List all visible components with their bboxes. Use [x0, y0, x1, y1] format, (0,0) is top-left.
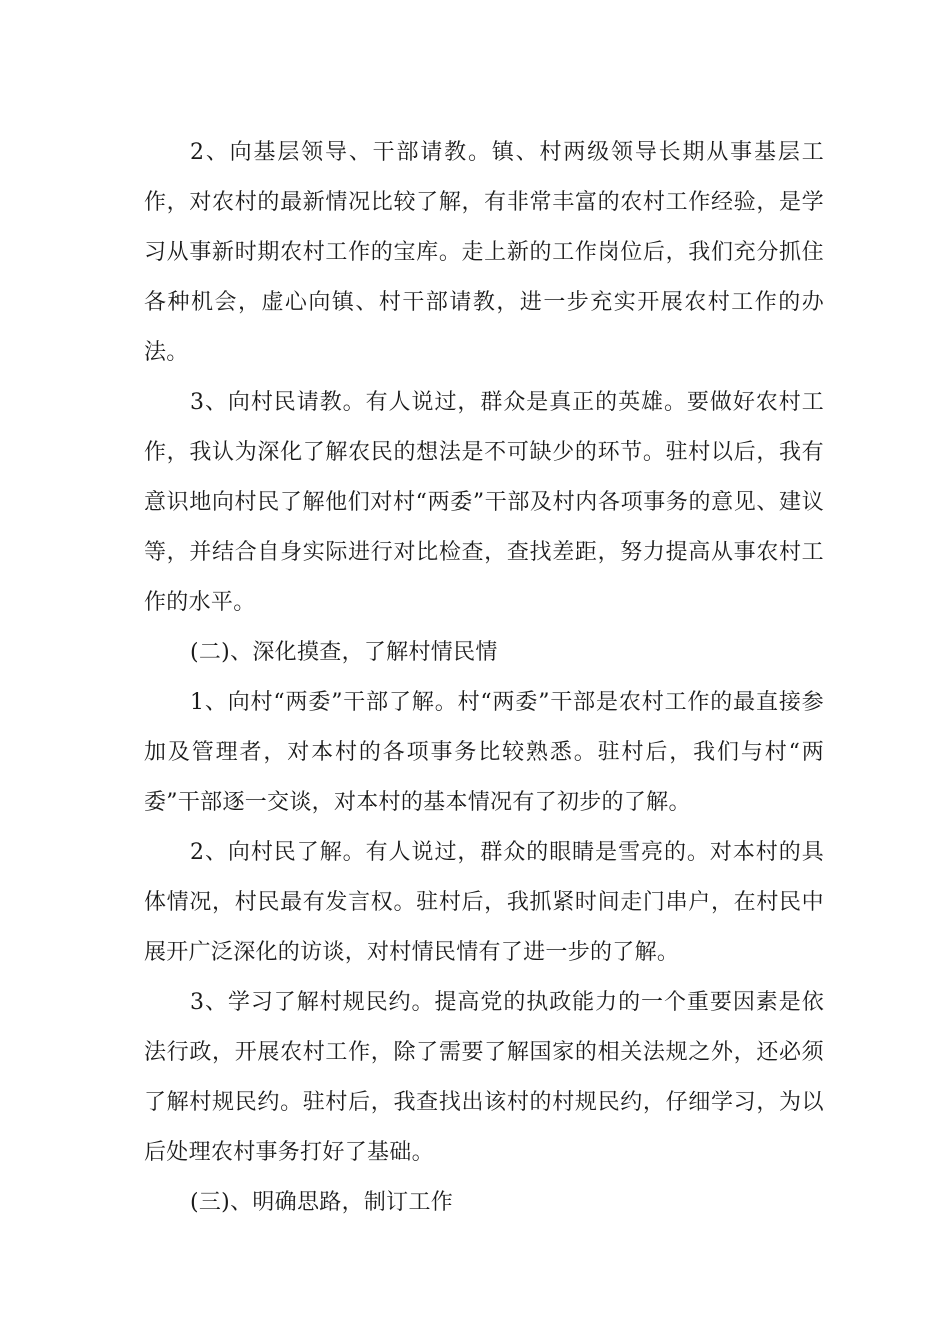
paragraph-village-rules: 3、学习了解村规民约。提高党的执政能力的一个重要因素是依法行政，开展农村工作，除了需要了解国家的相关法规之外，还必须了解村规民约。驻村后，我查找出该村的村规民约，仔细学习，为以后处理农村事务打好了基础。 [144, 990, 824, 1165]
paragraph-understand-villagers: 2、向村民了解。有人说过，群众的眼睛是雪亮的。对本村的具体情况，村民最有发言权。驻村后，我抓紧时间走门串户，在村民中展开广泛深化的访谈，对村情民情有了进一步的了解。 [144, 840, 824, 965]
paragraph-consult-leaders: 2、向基层领导、干部请教。镇、村两级领导长期从事基层工作，对农村的最新情况比较了解，有非常丰富的农村工作经验，是学习从事新时期农村工作的宝库。走上新的工作岗位后，我们充分抓住各种机会，虚心向镇、村干部请教，进一步充实开展农村工作的办法。 [144, 140, 824, 365]
paragraph-committee-cadres: 1、向村“两委”干部了解。村“两委”干部是农村工作的最直接参加及管理者，对本村的各项事务比较熟悉。驻村后，我们与村“两委”干部逐一交谈，对本村的基本情况有了初步的了解。 [144, 690, 824, 815]
section-heading-2: (二)、深化摸查，了解村情民情 [190, 640, 498, 665]
paragraph-consult-villagers: 3、向村民请教。有人说过，群众是真正的英雄。要做好农村工作，我认为深化了解农民的想法是不可缺少的环节。驻村以后，我有意识地向村民了解他们对村“两委”干部及村内各项事务的意见、建议等，并结合自身实际进行对比检查，查找差距，努力提高从事农村工作的水平。 [144, 390, 824, 615]
section-heading-3: (三)、明确思路，制订工作 [190, 1190, 454, 1215]
document-body [144, 128, 824, 1228]
